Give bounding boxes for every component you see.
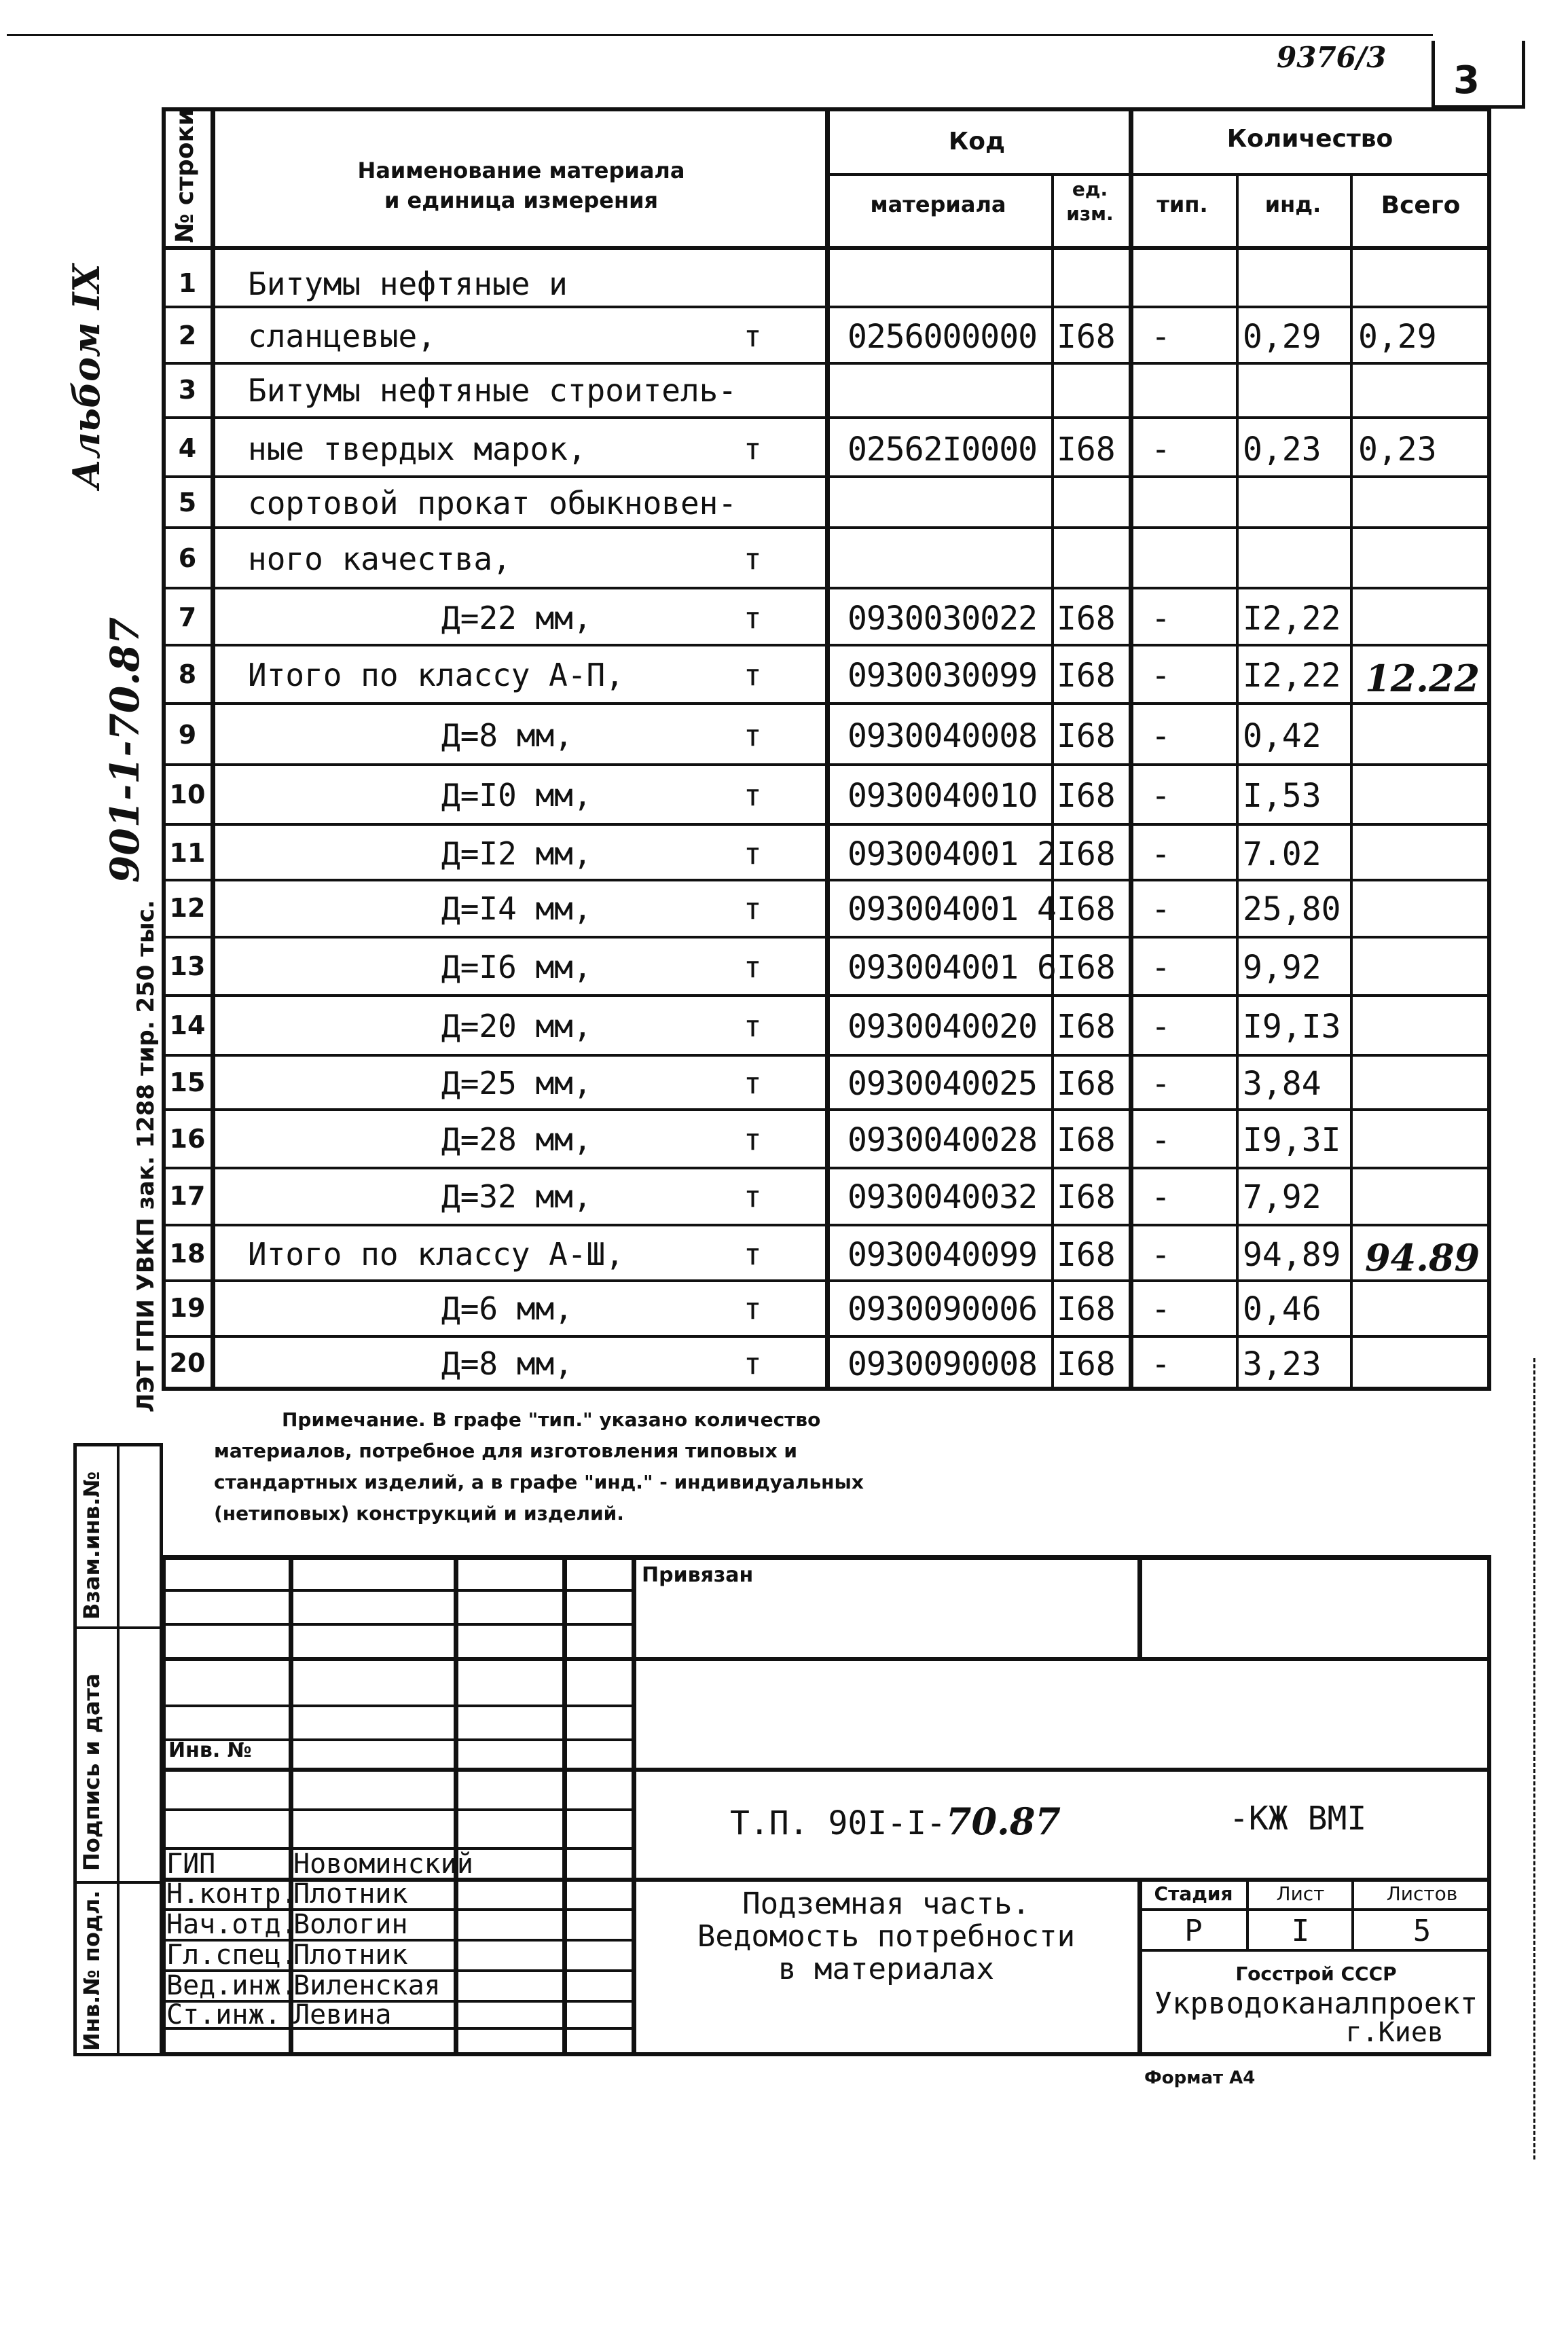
table-row-divider	[162, 1335, 1491, 1338]
stamp-staff-name: Левина	[293, 1999, 392, 2030]
header-material-name-1: Наименование материала	[357, 158, 685, 183]
side-stamp-divider	[117, 1443, 120, 2056]
table-row-typ: -	[1151, 777, 1171, 815]
table-row-divider	[162, 362, 1491, 365]
stamp-staff-name: Плотник	[293, 1939, 408, 1971]
stamp-designation	[730, 1800, 1061, 1843]
stamp-sheet: I	[1291, 1914, 1310, 1948]
table-row-ind: 0,42	[1243, 717, 1321, 755]
table-row-code: 093004001 2	[847, 835, 1056, 873]
table-row-typ: -	[1151, 949, 1171, 987]
table-row-code: 093004001O	[847, 777, 1037, 815]
table-row-divider	[162, 1167, 1491, 1169]
table-row-typ: -	[1151, 431, 1171, 469]
table-row-divider	[162, 587, 1491, 589]
tb-stage-row-1	[1137, 1908, 1491, 1911]
table-row-typ: -	[1151, 1008, 1171, 1046]
table-row-ind: I2,22	[1243, 600, 1341, 638]
col-typ	[1236, 173, 1239, 1391]
vertical-order: ЛЭТ ГПИ УВКП зак. 1288 тир. 250 тыс.	[132, 900, 160, 1413]
table-row-ind: I2,22	[1243, 657, 1341, 695]
table-row-name: сортовой прокат обыкновен-	[248, 485, 737, 522]
table-row-typ: -	[1151, 1345, 1171, 1383]
table-row-typ: -	[1151, 890, 1171, 928]
table-row-number: 4	[178, 433, 197, 463]
table-row-ed: I68	[1057, 1290, 1116, 1328]
table-row-unit: т	[744, 892, 762, 926]
tb-row-1	[162, 1589, 632, 1592]
table-row-number: 3	[178, 375, 197, 405]
stamp-designation-hand: 70.87	[945, 1800, 1061, 1843]
table-row-ed: I68	[1057, 1121, 1116, 1159]
stamp-staff-name: Вологин	[293, 1909, 408, 1940]
table-row-divider	[162, 936, 1491, 938]
header-code-unit-2: изм.	[1066, 202, 1114, 225]
table-row-ind: 94,89	[1243, 1236, 1341, 1274]
table-row-unit: т	[744, 319, 762, 354]
table-row-unit: т	[744, 778, 762, 813]
table-row-name: Д=I0 мм,	[441, 777, 592, 814]
table-row-code: 0930030099	[847, 657, 1037, 695]
table-row-number: 8	[178, 659, 197, 689]
stamp-sheets-label: Листов	[1386, 1882, 1458, 1905]
header-quantity: Количество	[1226, 125, 1393, 153]
stamp-sheet-label: Лист	[1276, 1882, 1325, 1905]
table-row-code: 02562I0000	[847, 431, 1037, 469]
table-row-number: 16	[169, 1124, 206, 1154]
table-row-total: 94.89	[1365, 1236, 1480, 1279]
table-row-name: Д=8 мм,	[441, 1345, 573, 1382]
table-row-divider	[162, 306, 1491, 308]
table-row-ind: I9,3I	[1243, 1121, 1341, 1159]
stamp-staff-role: ГИП	[166, 1848, 216, 1880]
table-row-ed: I68	[1057, 949, 1116, 987]
table-row-number: 2	[178, 321, 197, 350]
table-row-unit: т	[744, 432, 762, 467]
table-row-typ: -	[1151, 835, 1171, 873]
table-row-divider	[162, 1279, 1491, 1282]
table-row-divider	[162, 526, 1491, 529]
side-stamp-line-1	[73, 1626, 163, 1629]
stamp-staff-role: Н.контр.	[166, 1878, 297, 1910]
header-qty-ind: инд.	[1264, 192, 1321, 217]
stamp-staff-role: Ст.инж.	[166, 1999, 281, 2030]
table-row-code: 0930040008	[847, 717, 1037, 755]
tb-row-6	[162, 1768, 1491, 1772]
table-row-typ: -	[1151, 1178, 1171, 1216]
table-row-unit: т	[744, 1180, 762, 1214]
header-code-material: материала	[870, 192, 1006, 217]
table-row-divider	[162, 702, 1491, 705]
table-row-unit: т	[744, 601, 762, 636]
table-row-divider	[162, 644, 1491, 646]
stamp-title-1: Подземная часть.	[742, 1887, 1030, 1921]
table-row-number: 5	[178, 488, 197, 517]
table-row-divider	[162, 879, 1491, 881]
table-row-name: Д=I6 мм,	[441, 949, 592, 985]
table-row-number: 7	[178, 602, 197, 632]
table-row-ind: 0,23	[1243, 431, 1321, 469]
table-row-unit: т	[744, 1066, 762, 1101]
stamp-title-2: Ведомость потребности	[697, 1919, 1076, 1954]
format-label: Формат А4	[1144, 2068, 1256, 2088]
table-row-code: 0930040099	[847, 1236, 1037, 1274]
table-row-number: 9	[178, 720, 197, 750]
table-row-ind: I,53	[1243, 777, 1321, 815]
table-row-name: Д=22 мм,	[441, 600, 592, 636]
tb-stage-row-2	[1137, 1949, 1491, 1952]
stamp-title	[638, 1888, 1134, 1986]
table-row-ed: I68	[1057, 1178, 1116, 1216]
right-margin-mark	[1533, 1358, 1535, 2159]
side-stamp-sign: Подпись и дата	[79, 1673, 105, 1871]
tb-stage-col-1	[1246, 1878, 1249, 1949]
col-ind	[1350, 173, 1353, 1391]
table-row-typ: -	[1151, 318, 1171, 356]
table-row-number: 17	[169, 1181, 206, 1211]
table-row-code: 0930040020	[847, 1008, 1037, 1046]
stamp-org2: Укрводоканалпроект	[1154, 1986, 1478, 2021]
table-row-unit: т	[744, 837, 762, 871]
table-row-code: 0256000000	[847, 318, 1037, 356]
table-row-ed: I68	[1057, 318, 1116, 356]
table-row-ed: I68	[1057, 600, 1116, 638]
table-row-name: Д=I4 мм,	[441, 890, 592, 927]
table-row-name: Итого по классу А-П,	[248, 657, 624, 693]
table-row-divider	[162, 475, 1491, 478]
stamp-staff-role: Нач.отд.	[166, 1909, 297, 1940]
table-row-typ: -	[1151, 657, 1171, 695]
table-row-ed: I68	[1057, 777, 1116, 815]
col-code	[1051, 173, 1054, 1391]
table-row-number: 19	[169, 1293, 206, 1323]
table-row-ind: 25,80	[1243, 890, 1341, 928]
header-row-no: № строки	[171, 108, 199, 243]
table-row-typ: -	[1151, 1236, 1171, 1274]
table-row-ind: 3,23	[1243, 1345, 1321, 1383]
top-rule	[7, 34, 1433, 36]
table-row-total: 0,29	[1358, 318, 1437, 356]
table-row-unit: т	[744, 950, 762, 985]
stamp-title-3: в материалах	[778, 1952, 994, 1986]
tb-row-7	[162, 1808, 632, 1811]
note	[214, 1404, 1233, 1529]
table-row-typ: -	[1151, 717, 1171, 755]
table-row-name: Д=25 мм,	[441, 1065, 592, 1101]
table-row-ind: I9,I3	[1243, 1008, 1341, 1046]
table-row-unit: т	[744, 718, 762, 753]
stamp-sheets: 5	[1412, 1914, 1432, 1948]
table-row-ind: 7,92	[1243, 1178, 1321, 1216]
table-row-code: 093004001 6	[847, 949, 1056, 987]
side-stamp-line-2	[73, 1881, 163, 1884]
table-row-name: Битумы нефтяные строитель-	[248, 372, 737, 409]
note-line-3: стандартных изделий, а в графе "инд." - индивидуальных	[214, 1471, 864, 1493]
sheet-number: 3	[1453, 58, 1480, 103]
table-row-ed: I68	[1057, 1065, 1116, 1103]
tb-col-e	[1137, 1555, 1142, 1657]
note-line-4: (нетиповых) конструкций и изделий.	[214, 1502, 624, 1525]
note-line-1: Примечание. В графе "тип." указано количество	[282, 1408, 821, 1431]
table-row-typ: -	[1151, 600, 1171, 638]
table-row-divider	[162, 994, 1491, 997]
table-row-name: Д=8 мм,	[441, 717, 573, 754]
table-row-code: 0930040028	[847, 1121, 1037, 1159]
album-label: Альбом IX	[65, 263, 108, 489]
table-row-ed: I68	[1057, 657, 1116, 695]
table-row-code: 0930040025	[847, 1065, 1037, 1103]
side-stamp-replace: Взам.инв.№	[79, 1471, 105, 1620]
table-row-unit: т	[744, 1009, 762, 1044]
table-row-total: 12.22	[1365, 657, 1480, 700]
header-code-unit-1: ед.	[1072, 178, 1108, 200]
stamp-attached: Привязан	[642, 1563, 754, 1587]
table-row-code: 0930030022	[847, 600, 1037, 638]
stamp-stage-label: Стадия	[1154, 1882, 1233, 1905]
table-row-typ: -	[1151, 1065, 1171, 1103]
table-row-unit: т	[744, 1292, 762, 1326]
table-row-name: Итого по классу А-Ш,	[248, 1236, 624, 1273]
tb-row-4	[162, 1705, 632, 1707]
table-row-code: 0930090006	[847, 1290, 1037, 1328]
table-row-ed: I68	[1057, 431, 1116, 469]
tb-row-2	[162, 1623, 632, 1626]
table-row-name: Д=6 мм,	[441, 1290, 573, 1327]
table-row-name: Д=20 мм,	[441, 1008, 592, 1044]
stamp-designation-prefix: Т.П. 90I-I-	[730, 1804, 946, 1842]
col-rownum	[211, 107, 215, 1391]
table-row-ind: 7.02	[1243, 835, 1321, 873]
stamp-staff-name: Виленская	[293, 1970, 441, 2001]
stamp-staff-name: Новоминский	[293, 1848, 473, 1880]
tb-col-c	[562, 1555, 567, 2056]
table-row-unit: т	[744, 1123, 762, 1157]
tb-col-d	[632, 1555, 636, 2056]
table-row-name: Д=32 мм,	[441, 1178, 592, 1215]
table-row-ed: I68	[1057, 1008, 1116, 1046]
stamp-org1: Госстрой СССР	[1235, 1963, 1397, 1985]
header-qty-typ: тип.	[1156, 192, 1208, 217]
note-line-2: материалов, потребное для изготовления типовых и	[214, 1440, 797, 1462]
table-row-ed: I68	[1057, 835, 1116, 873]
table-row-ind: 0,29	[1243, 318, 1321, 356]
stamp-designation-suffix: -КЖ ВМI	[1229, 1800, 1367, 1838]
stamp-staff-role: Гл.спец.	[166, 1939, 297, 1971]
table-row-divider	[162, 763, 1491, 766]
table-row-divider	[162, 823, 1491, 826]
stamp-stage: Р	[1184, 1914, 1203, 1948]
table-row-number: 10	[169, 780, 206, 809]
table-row-name: Д=I2 мм,	[441, 835, 592, 872]
table-row-unit: т	[744, 1347, 762, 1381]
header-qty-total: Всего	[1381, 192, 1461, 219]
table-row-name: Битумы нефтяные и	[248, 266, 568, 302]
table-row-total: 0,23	[1358, 431, 1437, 469]
header-subdivider	[825, 173, 1491, 176]
table-row-divider	[162, 1108, 1491, 1111]
table-row-ind: 9,92	[1243, 949, 1321, 987]
tb-col-b	[454, 1555, 458, 2056]
table-row-code: 0930090008	[847, 1345, 1037, 1383]
table-row-ed: I68	[1057, 1236, 1116, 1274]
table-row-number: 11	[169, 838, 206, 868]
table-row-typ: -	[1151, 1290, 1171, 1328]
table-row-number: 1	[178, 268, 197, 298]
table-row-unit: т	[744, 1237, 762, 1272]
table-row-divider	[162, 1054, 1491, 1057]
table-row-ed: I68	[1057, 1345, 1116, 1383]
stamp-city: г.Киев	[1345, 2017, 1444, 2048]
table-row-number: 20	[169, 1348, 206, 1378]
side-stamp-inv: Инв.№ подл.	[79, 1890, 105, 2051]
table-row-divider	[162, 1224, 1491, 1226]
table-row-divider	[162, 416, 1491, 419]
col-name	[825, 107, 830, 1391]
table-row-name: Д=28 мм,	[441, 1121, 592, 1158]
table-row-number: 14	[169, 1010, 206, 1040]
table-row-number: 13	[169, 951, 206, 981]
table-row-number: 15	[169, 1068, 206, 1097]
col-unit	[1129, 107, 1133, 1391]
table-row-ind: 3,84	[1243, 1065, 1321, 1103]
stamp-staff-role: Вед.инж.	[166, 1970, 297, 2001]
table-row-unit: т	[744, 542, 762, 577]
table-row-ind: 0,46	[1243, 1290, 1321, 1328]
table-row-code: 0930040032	[847, 1178, 1037, 1216]
table-row-name: ные твердых марок,	[248, 431, 587, 467]
vertical-code: 901-1-70.87	[102, 617, 148, 883]
stamp-inv: Инв. №	[168, 1738, 252, 1762]
header-material-name-2: и единица измерения	[384, 187, 659, 213]
table-row-number: 18	[169, 1239, 206, 1269]
table-row-ed: I68	[1057, 717, 1116, 755]
table-row-typ: -	[1151, 1121, 1171, 1159]
table-row-number: 12	[169, 893, 206, 923]
table-row-name: ного качества,	[248, 541, 511, 577]
table-row-ed: I68	[1057, 890, 1116, 928]
stamp-staff-name: Плотник	[293, 1878, 408, 1910]
top-code: 9376/3	[1277, 41, 1387, 74]
table-row-number: 6	[178, 543, 197, 573]
tb-row-3	[162, 1657, 1491, 1661]
table-row-unit: т	[744, 658, 762, 693]
header-code: Код	[948, 128, 1006, 156]
table-row-name: сланцевые,	[248, 318, 436, 354]
table-row-code: 093004001 4	[847, 890, 1056, 928]
